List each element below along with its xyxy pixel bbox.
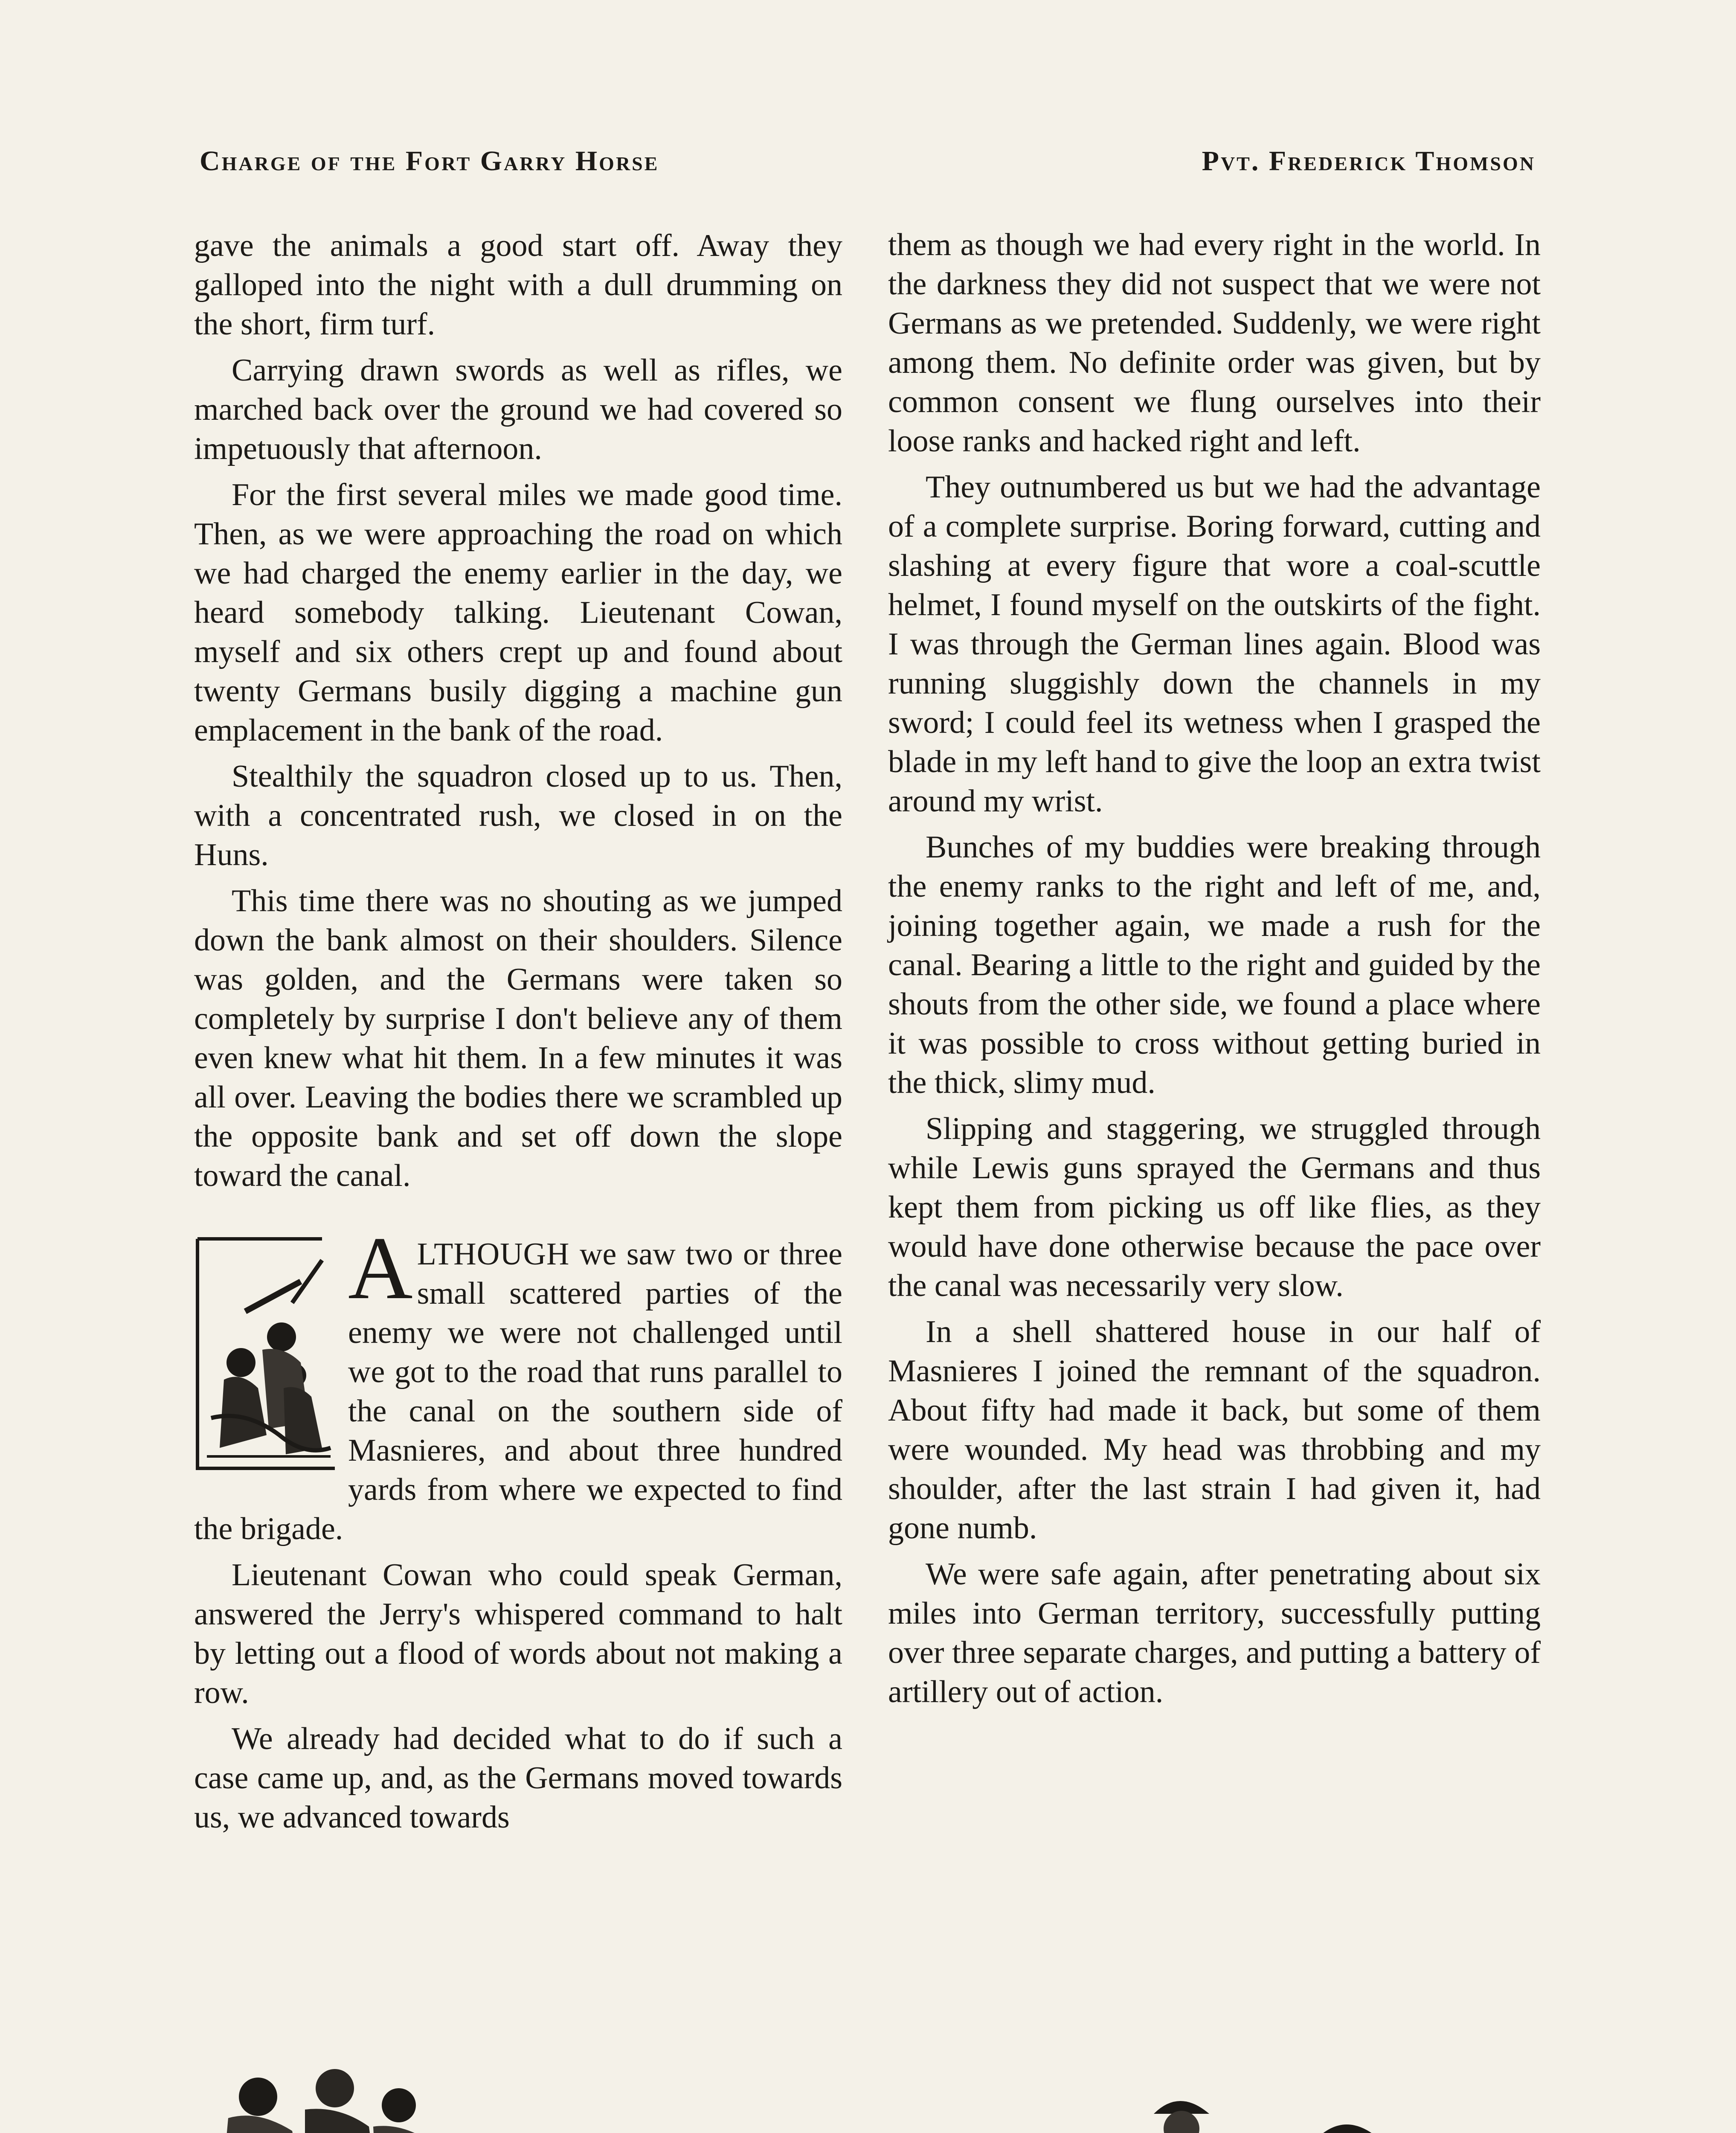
running-head-title: Charge of the Fort Garry Horse — [200, 145, 659, 177]
paragraph: Slipping and staggering, we struggled through while Lewis guns sprayed the Germans and thus kept them from picking us off like flies, as they would have done otherwise because the pace over the canal was necessarily very slow. — [888, 1111, 1541, 1303]
paragraph: Stealthily the squadron closed up to us. Then, with a concentrated rush, we closed in on the Huns. — [194, 759, 842, 872]
paragraph: They outnumbered us but we had the advantage of a complete surprise. Boring forward, cutting and slashing at every figure that wore a coal-scuttle helmet, I found myself on the outskirts of the fight. I was through the German lines again. Blood was running sluggishly down the channels in my sword; I could feel its wetness when I grasped the blade in my left hand to give the loop an extra twist around my wrist. — [888, 470, 1541, 819]
right-column — [888, 225, 1541, 1718]
paragraph: Bunches of my buddies were breaking through the enemy ranks to the right and left of me, and, joining together again, we made a rush for the canal. Bearing a little to the right and guided by the shouts from the other side, we found a place where it was possible to cross without getting buried in the thick, slimy mud. — [888, 830, 1541, 1100]
paragraph: This time there was no shouting as we jumped down the bank almost on their shoulders. Silence was golden, and the Germans were taken so completely by surprise I don't believe any of them even knew what hit them. In a few minutes it was all over. Leaving the bodies there we scrambled up the opposite bank and set off down the slope toward the canal. — [194, 883, 842, 1193]
paragraph: We were safe again, after penetrating about six miles into German territory, successfully putting over three separate charges, and putting a battery of artillery out of action. — [888, 1557, 1541, 1709]
paragraph: For the first several miles we made good time. Then, as we were approaching the road on which we had charged the enemy earlier in the day, we heard somebody talking. Lieutenant Cowan, myself and six others crept up and found about twenty Germans busily digging a machine gun emplacement in the bank of the road. — [194, 477, 842, 748]
paragraph: Lieutenant Cowan who could speak German, answered the Jerry's whispered command to halt by letting out a flood of words about not making a row. — [194, 1558, 842, 1710]
paragraph: gave the animals a good start off. Away they galloped into the night with a dull drumming on the short, firm turf. — [194, 228, 842, 342]
battlefield-machine-gun-sketch-icon — [194, 2058, 1542, 2133]
drop-cap: A — [348, 1219, 413, 1318]
left-column — [194, 226, 842, 1844]
paragraph: In a shell shattered house in our half of Masnieres I joined the remnant of the squadron. About fifty had made it back, but some of them were wounded. My head was throbbing and my shoulder, after the last strain I had given it, had gone numb. — [888, 1314, 1541, 1546]
paragraph: We already had decided what to do if such a case came up, and, as the Germans moved towards us, we advanced towards — [194, 1721, 842, 1835]
paragraph: them as though we had every right in the world. In the darkness they did not suspect that we were not Germans as we pretended. Suddenly, we were right among them. No definite order was given, but by common consent we flung ourselves into their loose ranks and hacked right and left. — [888, 227, 1541, 459]
running-head-author: Pvt. Frederick Thomson — [1202, 145, 1536, 177]
paragraph: Carrying drawn swords as well as rifles, we marched back over the ground we had covered so impetuously that afternoon. — [194, 353, 842, 466]
section-opening — [194, 1219, 842, 1549]
paragraph-text: we saw two or three small scattered parties of the enemy we were not challenged until we got to the road that runs parallel to the canal on the southern side of Masnieres, and about three hundred yards from where we expected to find the brigade. — [194, 1237, 842, 1546]
soldiers-sketch-icon — [194, 1235, 337, 1471]
lead-word: LTHOUGH — [417, 1237, 570, 1272]
